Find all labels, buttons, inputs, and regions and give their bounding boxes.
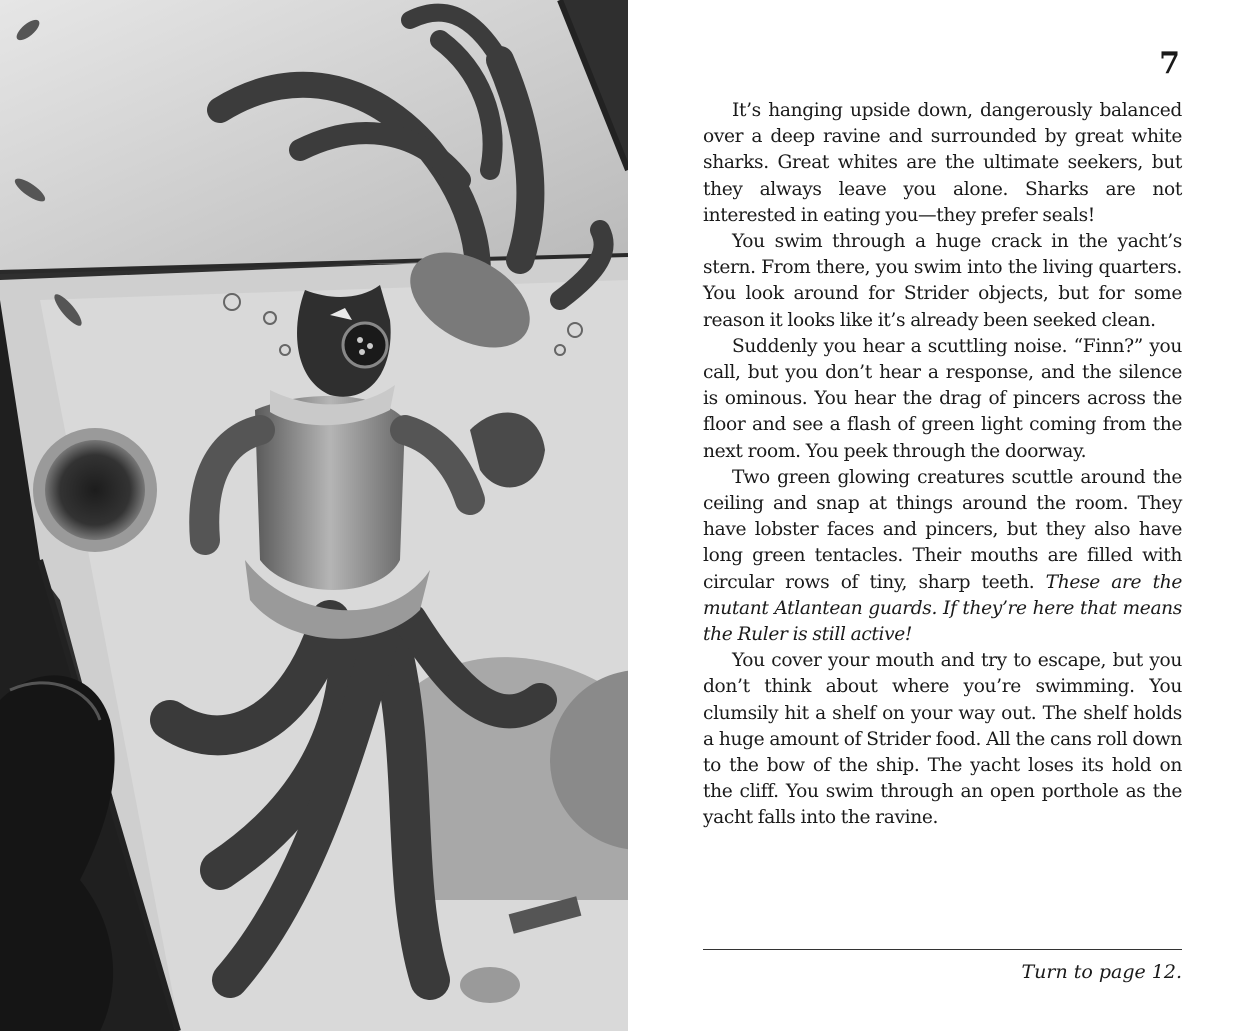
turn-to-page-link[interactable]: Turn to page 12. [1021, 961, 1182, 983]
text-page [628, 0, 1256, 1031]
text-run: Two green glowing creatures scuttle around the ceiling and snap at things around the room. They have lobster faces and pincers, but they also have long green tentacles. Their mouths are filled with circular rows of tiny, sharp teeth. [703, 466, 1182, 593]
paragraph [703, 334, 1182, 465]
paragraph [703, 229, 1182, 334]
text-run: It’s hanging upside down, dangerously balanced over a deep ravine and surrounded by great white sharks. Great whites are the ultimate seekers, but they always leave you alone. Sharks are not interested in eating you—they prefer seals! [703, 100, 1182, 226]
paragraph [703, 98, 1182, 229]
text-run: You cover your mouth and try to escape, but you don’t think about where you’re swimming. You clumsily hit a shelf on your way out. The shelf holds a huge amount of Strider food. All the cans roll down to the bow of the ship. The yacht loses its hold on the cliff. You swim through an open porthole as the yacht falls into the ravine. [703, 650, 1182, 829]
italic-text-run: These are the mutant Atlantean guards. If they’re here that means the Ruler is still active! [703, 571, 1182, 646]
page-number: 7 [1159, 46, 1180, 81]
footer-divider [703, 949, 1182, 950]
text-run: You swim through a huge crack in the yacht’s stern. From there, you swim into the living quarters. You look around for Strider objects, but for some reason it looks like it’s already been seeked clean. [703, 231, 1182, 331]
paragraph [703, 648, 1182, 831]
text-run: Suddenly you hear a scuttling noise. “Finn?” you call, but you don’t hear a response, and the silence is ominous. You hear the drag of pincers across the floor and see a flash of green light coming from the next room. You peek through the doorway. [703, 335, 1182, 462]
paragraph [703, 465, 1182, 648]
story-text [703, 98, 1182, 832]
